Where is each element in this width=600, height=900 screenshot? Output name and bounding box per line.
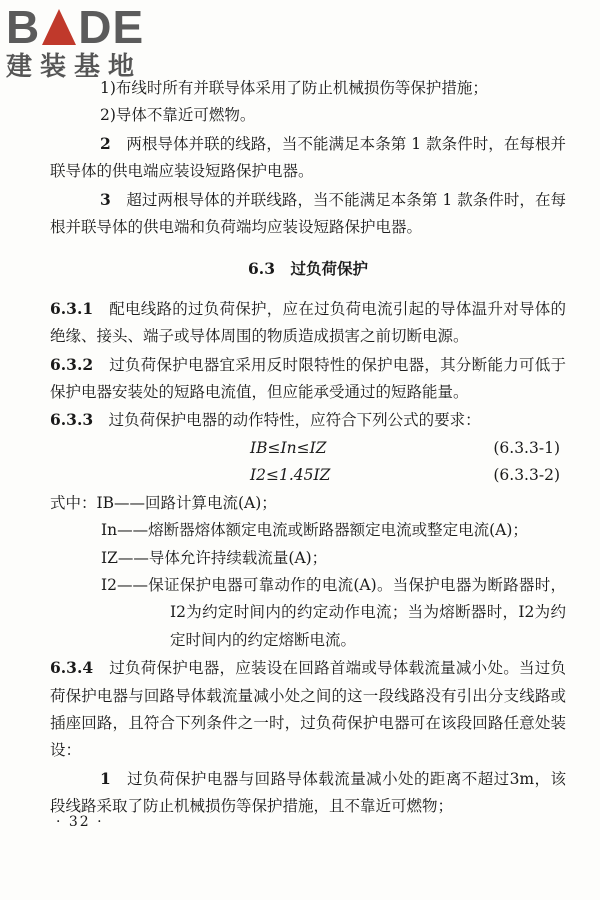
symbol-def-in: In——熔断器熔体额定电流或断路器额定电流或整定电流(A)； xyxy=(101,521,528,540)
formula-number: (6.3.3-2) xyxy=(493,466,560,485)
document-body xyxy=(50,75,566,821)
formula-number: (6.3.3-1) xyxy=(493,438,560,457)
section-6-3-2 xyxy=(50,351,566,407)
section-6-3-3 xyxy=(50,406,566,434)
clause-text: 两根导体并联的线路，当不能满足本条第 1 款条件时，在每根并联导体的供电端应装设短路保护电器。 xyxy=(50,134,566,181)
logo-chinese-text: 建装基地 xyxy=(6,52,143,82)
clause-2 xyxy=(50,130,566,186)
section-number: 6.3.2 xyxy=(50,354,94,374)
clause-number: 1 xyxy=(100,768,111,788)
formula-1 xyxy=(50,435,566,462)
section-number: 6.3.3 xyxy=(50,410,94,430)
symbol-def-ib: 式中：IB——回路计算电流(A)； xyxy=(50,493,277,512)
page-number: · 32 · xyxy=(56,814,104,830)
clause-6-3-4-1 xyxy=(50,765,566,821)
logo-letter-b: B xyxy=(6,1,41,53)
formula-expression: I2≤1.45IZ xyxy=(250,466,331,485)
item-1-1: 1)布线时所有并联导体采用了防止机械损伤等保护措施； xyxy=(100,79,488,97)
section-heading: 6.3 过负荷保护 xyxy=(248,259,368,279)
section-6-3-1 xyxy=(50,295,566,351)
item-1-2: 2)导体不靠近可燃物。 xyxy=(100,106,256,125)
formula-expression: IB≤In≤IZ xyxy=(250,438,327,457)
clause-text: 超过两根导体的并联线路，当不能满足本条第 1 款条件时，在每根并联导体的供电端和负荷端均应装设短路保护电器。 xyxy=(50,190,566,237)
section-text: 过负荷保护电器宜采用反时限特性的保护电器，其分断能力可低于保护电器安装处的短路电流值，但应能承受通过的短路能量。 xyxy=(50,355,566,402)
clause-text: 过负荷保护电器与回路导体载流量减小处的距离不超过3m，该段线路采取了防止机械损伤等保护措施，且不靠近可燃物； xyxy=(50,769,566,816)
clause-number: 3 xyxy=(100,189,111,209)
logo-a-triangle-icon xyxy=(42,9,76,45)
section-number: 6.3.4 xyxy=(50,658,94,678)
section-text: 过负荷保护电器的动作特性，应符合下列公式的要求： xyxy=(108,411,481,430)
section-6-3-4 xyxy=(50,654,566,765)
logo-letters-de: DE xyxy=(78,1,145,53)
clause-3 xyxy=(50,186,566,242)
bade-logo xyxy=(6,1,176,82)
section-number: 6.3.1 xyxy=(50,298,94,318)
formula-2 xyxy=(50,462,566,489)
section-text: 配电线路的过负荷保护，应在过负荷电流引起的导体温升对导体的绝缘、接头、端子或导体周围的物质造成损害之前切断电源。 xyxy=(50,299,566,346)
section-text: 过负荷保护电器，应装设在回路首端或导体载流量减小处。当过负荷保护电器与回路导体载流量减小处之间的这一段线路没有引出分支线路或插座回路，且符合下列条件之一时，过负荷保护电器可在该段回路任意处装设： xyxy=(50,659,566,760)
logo-wordmark xyxy=(6,1,176,53)
symbol-def-i2: I2——保证保护电器可靠动作的电流(A)。当保护电器为断路器时，I2为约定时间内的约定动作电流；当为熔断器时，I2为约定时间内的约定熔断电流。 xyxy=(101,575,566,649)
clause-number: 2 xyxy=(100,133,111,153)
symbol-def-iz: IZ——导体允许持续载流量(A)； xyxy=(101,548,328,567)
